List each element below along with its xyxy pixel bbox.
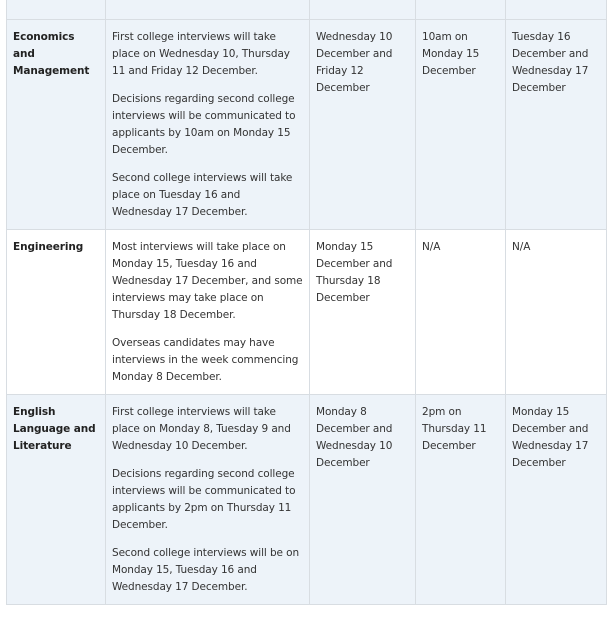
second-interviews-cell: N/A xyxy=(506,230,607,395)
first-interviews-cell: Wednesday 10 December and Friday 12 December xyxy=(310,20,416,230)
details-cell xyxy=(106,395,310,605)
interview-dates-table xyxy=(6,0,607,605)
detail-paragraph: Second college interviews will take place on Tuesday 16 and Wednesday 17 December. xyxy=(112,172,293,218)
decision-time-cell: 10am on Monday 15 December xyxy=(416,20,506,230)
prev-second-interviews-cell xyxy=(506,0,607,20)
decision-time-cell: 2pm on Thursday 11 December xyxy=(416,395,506,605)
prev-first-interviews-cell xyxy=(310,0,416,20)
prev-details-cell xyxy=(106,0,310,20)
table-row-english xyxy=(7,395,607,605)
detail-paragraph: Decisions regarding second college interviews will be communicated to applicants by 10am on Monday 15 December. xyxy=(112,93,296,156)
first-interviews-cell: Monday 8 December and Wednesday 10 December xyxy=(310,395,416,605)
details-cell xyxy=(106,230,310,395)
detail-paragraph: Decisions regarding second college interviews will be communicated to applicants by 2pm on Thursday 11 December. xyxy=(112,468,296,531)
detail-paragraph: First college interviews will take place on Monday 8, Tuesday 9 and Wednesday 10 December. xyxy=(112,406,291,452)
subject-cell: English Language and Literature xyxy=(7,395,106,605)
detail-paragraph: Overseas candidates may have interviews in the week commencing Monday 8 December. xyxy=(112,337,299,383)
second-interviews-cell: Monday 15 December and Wednesday 17 December xyxy=(506,395,607,605)
prev-subject-cell xyxy=(7,0,106,20)
details-cell xyxy=(106,20,310,230)
table-row-engineering xyxy=(7,230,607,395)
subject-cell: Engineering xyxy=(7,230,106,395)
subject-cell: Economics and Management xyxy=(7,20,106,230)
detail-paragraph: First college interviews will take place on Wednesday 10, Thursday 11 and Friday 12 December. xyxy=(112,31,290,77)
table-row-previous-partial xyxy=(7,0,607,20)
detail-paragraph: Second college interviews will be on Monday 15, Tuesday 16 and Wednesday 17 December. xyxy=(112,547,300,593)
detail-paragraph: Most interviews will take place on Monday 15, Tuesday 16 and Wednesday 17 December, and some interviews may take place on Thursday 18 December. xyxy=(112,241,303,321)
second-interviews-cell: Tuesday 16 December and Wednesday 17 December xyxy=(506,20,607,230)
first-interviews-cell: Monday 15 December and Thursday 18 December xyxy=(310,230,416,395)
prev-decision-cell xyxy=(416,0,506,20)
table-row-economics xyxy=(7,20,607,230)
decision-time-cell: N/A xyxy=(416,230,506,395)
